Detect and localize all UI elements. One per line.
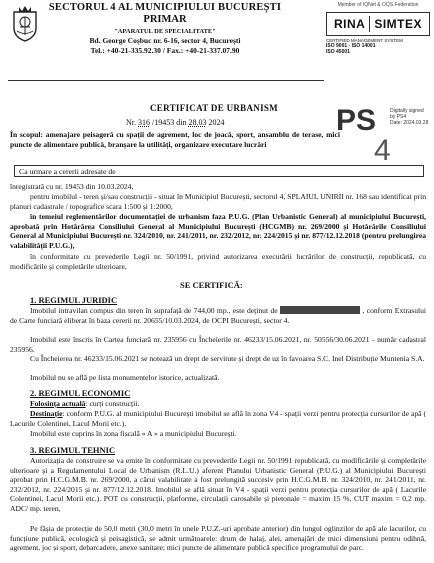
destinatie-value: : conform P.U.G. al municipiului București imobilul se află în zona V4 - spații verzi pentru protecția cursurilor de apă ( Lacurile Colentinei, Lacul Morii etc.).	[10, 409, 426, 428]
institution-department: "APARATUL DE SPECIALITATE"	[114, 28, 216, 35]
section1-p4: Imobilul nu se află pe lista monumentelor istorice, actualizată.	[30, 373, 220, 382]
header-divider	[8, 80, 324, 81]
imobil-paragraph: pentru imobilul - teren și/sau construcții - situat în Municipiul București, sectorul 4, SPLAIUL UNIRII nr. 168 sau identificat prin planuri cadastrale / topografice scara 1:500 și 1:2000,	[10, 192, 426, 211]
signature-mark: PS	[336, 104, 377, 137]
signature-digit: 4	[374, 134, 391, 167]
section2-fiscal: Imobilul este cuprins în zona fiscală « A » a municipiului București.	[30, 429, 237, 438]
cert-brand-box	[326, 12, 430, 36]
section2-heading: 2. REGIMUL ECONOMIC	[30, 388, 131, 398]
nr-date: 28.03	[188, 118, 207, 127]
section2-folosinta	[10, 399, 426, 409]
nr-suffix: /19453 din	[152, 118, 187, 127]
signature-details	[390, 108, 428, 126]
nr-prefix: Nr.	[126, 118, 136, 127]
cert-brand-left: RINA	[333, 17, 366, 31]
redacted-owner	[280, 306, 360, 314]
section1-p1a: Imobilul intravilan compus din teren în suprafață de 744,00 mp., este deținut de	[30, 306, 278, 315]
section3-heading: 3. REGIMUL TEHNIC	[30, 445, 116, 455]
folosinta-value: : curți construcții.	[85, 399, 140, 408]
section3-p1: Autorizația de construire se va emite în conformitate cu prevederile Legii nr. 50/1991 republicată, cu modificările și completările ulterioare și a Regulamentului Local de Urbanism (R.L.U.) aferent Planului Urbanistic General (P.U.G.) al Municipiului București aprobat prin H.C.G.M.B. nr. 269/2000, a cărui valabilitate a fost prelungită succesiv prin H.C.G.M.B. nr. 324/2010, nr. 241/2011, nr. 232/2012, nr. 224/2015 și nr. 877/12.12.2018. Imobilul se află situat în V4 - spații verzi pentru protecția cursurilor de apă ( Lacurile Colentinei, Lacul Morii etc.). POT cu construcții, platforme, circulații carosabile și pietonale = maxim 15 %, CUT maxim = 0,2 mp. ADC/ mp. teren,	[10, 456, 426, 513]
cert-cms-text: CERTIFIED MANAGEMENT SYSTEM	[326, 38, 403, 43]
request-box	[14, 165, 424, 177]
section1-p3: Cu Încheierea nr. 46233/15.06.2021 se notează un drept de servitute și drept de uz în favoarea S.C. Inel Distribuție Muntenia S.A.	[30, 354, 425, 363]
document-number-line	[126, 118, 224, 127]
institution-name: SECTORUL 4 AL MUNICIPIULUI BUCUREȘTI	[48, 2, 282, 13]
nr-year: 2024	[208, 118, 225, 127]
cert-brand-right: SIMTEX	[374, 17, 422, 31]
institution-contact: Tel.: +40-21-335.92.30 / Fax.: +40-21-337.07.90	[90, 46, 240, 55]
legea-paragraph: în conformitate cu prevederile Legii nr. 50/1991, privind autorizarea executării lucrărilor de construcții, republicată, cu modificările și completările ulterioare,	[10, 252, 426, 271]
institution-primar: PRIMAR	[143, 14, 187, 25]
section1-p1	[10, 306, 426, 325]
temeiul-paragraph: în temeiul reglementărilor documentației de urbanism faza P.U.G. (Plan Urbanistic General) al municipiului București, aprobată prin Hotărârea Consiliului General al Municipiului București (HCGMB) nr. 269/2000 și Hotărârile Consiliului General al Municipiului București nr. 324/2010, nr. 241/2011, nr. 232/2012, nr. 224/2015 și nr. 877/12.12.2018 (pentru prelungirea valabilității P.U.G.),	[10, 212, 426, 250]
registered-paragraph: înregistrată cu nr. 19453 din 10.03.2024,	[10, 182, 134, 191]
section1-p2: Imobilul este înscris în Cartea funciară nr. 235956 cu Încheierile nr. 46233/15.06.2021, nr. 50556/30.06.2021 - număr cadastral 235956.	[10, 335, 426, 354]
folosinta-label: Folosința actuală	[30, 399, 86, 408]
signature-line2: by PS4	[390, 114, 407, 120]
certification-logo	[326, 2, 430, 80]
section1-p1b: , conform Extrasului de Carte funciară eliberat în baza cererii nr. 20655/10.03.2024, de OCPI București, sector 4.	[10, 306, 427, 325]
se-certifica-heading: SE CERTIFICĂ:	[180, 280, 243, 290]
signature-line1: Digitally signed	[390, 108, 424, 114]
institution-header	[46, 2, 284, 55]
section3-p2: Pe fâșia de protecție de 50,0 metri (30,0 metri în unele P.U.Z.-uri aprobate anterior) din lungul oglinzilor de apă ale lacurilor, cu funcțiune publică, ecologică și peisagistică, se admit următoarele: drum de halaj, alei, amenajări de mici dimensiuni pentru odihnă, agrement, joc și sport, debarcadere, anexe sanitare; mici puncte de alimentare publică specifice programului de parc.	[10, 524, 426, 552]
institution-address: Bd. George Coșbuc nr. 6-16, sector 4, București	[89, 36, 241, 45]
scope-paragraph: În scopul: amenajare peisageră cu spații de agrement, loc de joacă, sport, ansamblu de terase, mici puncte de alimentare publică, branșare la utilități, organizare executare lucrări	[10, 130, 340, 149]
destinatie-label: Destinație	[30, 409, 63, 418]
cert-member-text: Member of IQNet & OQS Federation	[337, 2, 419, 8]
document-title: CERTIFICAT DE URBANISM	[150, 103, 278, 113]
section1-heading: 1. REGIMUL JURIDIC	[30, 295, 118, 305]
nr-value: 316	[138, 118, 150, 127]
section2-destinatie	[10, 409, 426, 428]
digital-signature	[336, 104, 432, 174]
signature-line3: Date: 2024.03.28	[390, 120, 429, 126]
cert-iso-line2: ISO 45001	[326, 49, 350, 55]
coat-of-arms-icon	[10, 4, 40, 42]
cert-iso-line1: ISO 9001 - ISO 14001	[326, 43, 376, 49]
request-text: Ca urmare a cererii adresate de	[19, 167, 116, 176]
cert-brand-separator	[369, 16, 370, 32]
